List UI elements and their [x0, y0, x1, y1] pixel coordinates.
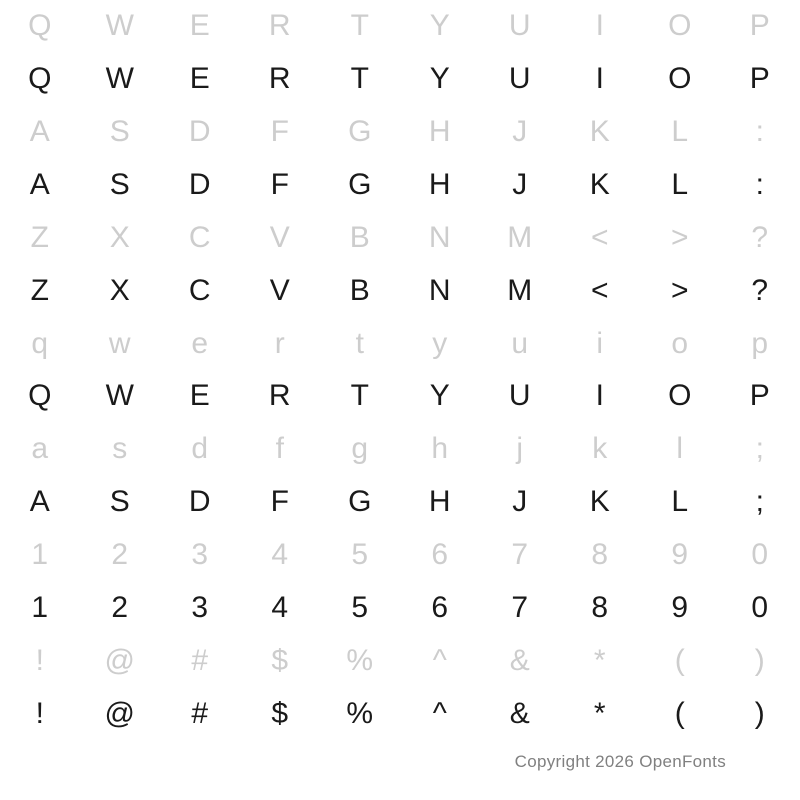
glyph-cell: G: [348, 115, 372, 149]
glyph-cell: E: [189, 379, 211, 413]
glyph-cell: E: [189, 62, 211, 96]
glyph-cell: 7: [511, 537, 529, 571]
glyph-cell: I: [595, 62, 605, 96]
glyph-cell: P: [749, 379, 771, 413]
glyph-cell: 1: [31, 590, 49, 624]
glyph-cell: T: [350, 379, 370, 413]
glyph-cell: X: [109, 273, 131, 307]
glyph-cell: ): [754, 643, 766, 677]
glyph-cell: C: [188, 220, 212, 254]
glyph-cell: F: [270, 485, 290, 519]
glyph-cell: 3: [191, 537, 209, 571]
glyph-cell: 6: [431, 537, 449, 571]
glyph-cell: S: [109, 485, 131, 519]
glyph-cell: N: [428, 220, 452, 254]
glyph-cell: 5: [351, 537, 369, 571]
glyph-cell: d: [191, 432, 209, 466]
glyph-cell: Q: [28, 62, 52, 96]
glyph-cell: s: [112, 432, 128, 466]
glyph-cell: o: [671, 326, 689, 360]
glyph-cell: Y: [429, 9, 451, 43]
glyph-cell: M: [507, 220, 533, 254]
copyright-notice: Copyright 2026 OpenFonts: [514, 752, 726, 771]
glyph-cell: Q: [28, 379, 52, 413]
glyph-cell: S: [109, 167, 131, 201]
glyph-cell: A: [29, 485, 51, 519]
glyph-cell: @: [104, 643, 136, 677]
glyph-cell: A: [29, 167, 51, 201]
glyph-cell: 9: [671, 537, 689, 571]
glyph-cell: 6: [431, 590, 449, 624]
glyph-cell: %: [346, 696, 374, 730]
glyph-cell: K: [589, 167, 611, 201]
glyph-cell: $: [271, 696, 289, 730]
glyph-cell: <: [590, 220, 610, 254]
glyph-cell: k: [592, 432, 608, 466]
glyph-cell: H: [428, 485, 452, 519]
glyph-cell: 0: [751, 537, 769, 571]
glyph-cell: I: [595, 9, 605, 43]
glyph-cell: J: [512, 167, 528, 201]
glyph-cell: !: [35, 696, 45, 730]
glyph-cell: Z: [30, 220, 50, 254]
glyph-cell: O: [668, 62, 692, 96]
glyph-cell: j: [516, 432, 524, 466]
glyph-cell: g: [351, 432, 369, 466]
glyph-cell: U: [508, 9, 532, 43]
glyph-cell: G: [348, 485, 372, 519]
glyph-cell: *: [593, 696, 607, 730]
glyph-cell: (: [674, 696, 686, 730]
glyph-cell: 2: [111, 537, 129, 571]
glyph-cell: T: [350, 62, 370, 96]
glyph-cell: P: [749, 9, 771, 43]
glyph-cell: O: [668, 9, 692, 43]
glyph-cell: 8: [591, 537, 609, 571]
glyph-cell: &: [509, 696, 531, 730]
glyph-cell: B: [349, 273, 371, 307]
glyph-cell: L: [671, 485, 689, 519]
glyph-cell: ): [754, 696, 766, 730]
glyph-cell: q: [31, 326, 49, 360]
glyph-cell: r: [274, 326, 286, 360]
glyph-cell: 9: [671, 590, 689, 624]
glyph-cell: W: [105, 9, 135, 43]
glyph-cell: 3: [191, 590, 209, 624]
glyph-cell: W: [105, 62, 135, 96]
glyph-cell: B: [349, 220, 371, 254]
glyph-cell: O: [668, 379, 692, 413]
glyph-cell: :: [755, 167, 765, 201]
glyph-cell: >: [670, 220, 690, 254]
glyph-cell: >: [670, 273, 690, 307]
glyph-cell: C: [188, 273, 212, 307]
glyph-cell: ;: [755, 432, 765, 466]
glyph-cell: U: [508, 379, 532, 413]
glyph-cell: V: [269, 273, 291, 307]
glyph-cell: D: [188, 167, 212, 201]
glyph-cell: @: [104, 696, 136, 730]
glyph-cell: R: [268, 9, 292, 43]
glyph-cell: Y: [429, 379, 451, 413]
glyph-cell: Z: [30, 273, 50, 307]
glyph-cell: #: [191, 696, 209, 730]
glyph-cell: ?: [751, 273, 769, 307]
glyph-cell: e: [191, 326, 209, 360]
glyph-cell: S: [109, 115, 131, 149]
glyph-cell: f: [275, 432, 285, 466]
glyph-cell: i: [596, 326, 604, 360]
glyph-cell: A: [29, 115, 51, 149]
glyph-cell: D: [188, 115, 212, 149]
glyph-cell: ?: [751, 220, 769, 254]
glyph-cell: G: [348, 167, 372, 201]
glyph-cell: 4: [271, 537, 289, 571]
glyph-cell: K: [589, 485, 611, 519]
glyph-cell: R: [268, 62, 292, 96]
glyph-cell: ^: [432, 696, 448, 730]
glyph-cell: p: [751, 326, 769, 360]
glyph-cell: (: [674, 643, 686, 677]
glyph-cell: H: [428, 115, 452, 149]
glyph-cell: <: [590, 273, 610, 307]
glyph-cell: 0: [751, 590, 769, 624]
glyph-cell: M: [507, 273, 533, 307]
glyph-cell: u: [511, 326, 529, 360]
glyph-cell: R: [268, 379, 292, 413]
glyph-cell: I: [595, 379, 605, 413]
glyph-cell: J: [512, 115, 528, 149]
glyph-cell: K: [589, 115, 611, 149]
glyph-cell: E: [189, 9, 211, 43]
glyph-cell: X: [109, 220, 131, 254]
glyph-cell: &: [509, 643, 531, 677]
glyph-cell: W: [105, 379, 135, 413]
glyph-cell: !: [35, 643, 45, 677]
glyph-cell: N: [428, 273, 452, 307]
glyph-cell: %: [346, 643, 374, 677]
glyph-cell: #: [191, 643, 209, 677]
glyph-cell: L: [671, 167, 689, 201]
glyph-cell: F: [270, 167, 290, 201]
glyph-cell: 2: [111, 590, 129, 624]
glyph-cell: :: [755, 115, 765, 149]
glyph-cell: 4: [271, 590, 289, 624]
glyph-cell: 1: [31, 537, 49, 571]
glyph-cell: $: [271, 643, 289, 677]
glyph-cell: Y: [429, 62, 451, 96]
glyph-cell: V: [269, 220, 291, 254]
glyph-cell: U: [508, 62, 532, 96]
glyph-cell: ;: [755, 485, 765, 519]
glyph-cell: l: [676, 432, 684, 466]
glyph-cell: 5: [351, 590, 369, 624]
glyph-cell: T: [350, 9, 370, 43]
glyph-cell: H: [428, 167, 452, 201]
glyph-cell: *: [593, 643, 607, 677]
glyph-cell: Q: [28, 9, 52, 43]
glyph-cell: t: [355, 326, 365, 360]
glyph-cell: y: [432, 326, 448, 360]
glyph-cell: J: [512, 485, 528, 519]
glyph-cell: F: [270, 115, 290, 149]
glyph-cell: ^: [432, 643, 448, 677]
glyph-cell: P: [749, 62, 771, 96]
glyph-cell: 7: [511, 590, 529, 624]
glyph-cell: a: [31, 432, 49, 466]
glyph-cell: 8: [591, 590, 609, 624]
glyph-cell: h: [431, 432, 449, 466]
glyph-cell: w: [108, 326, 132, 360]
glyph-cell: L: [671, 115, 689, 149]
glyph-cell: D: [188, 485, 212, 519]
